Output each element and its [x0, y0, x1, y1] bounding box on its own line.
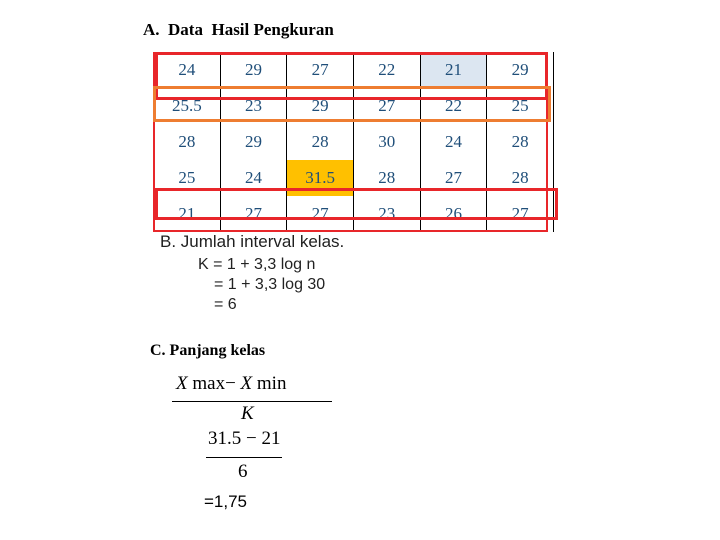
table-cell: 28 [487, 160, 554, 196]
section-b-line-2: = 1 + 3,3 log 30 [214, 276, 326, 293]
table-cell: 25 [487, 88, 554, 124]
table-cell: 25 [154, 160, 221, 196]
table-cell: 24 [220, 160, 287, 196]
section-b-line-1: K = 1 + 3,3 log n [198, 256, 316, 273]
section-b [160, 232, 346, 314]
formula-denominator: K [241, 403, 254, 424]
min-label: min [252, 373, 287, 394]
formula-numerator [176, 373, 286, 395]
section-a-title: A. Data Hasil Pengkuran [143, 20, 334, 39]
table-cell: 28 [487, 124, 554, 160]
section-b-line-3: = 6 [214, 296, 237, 313]
table-cell: 25.5 [154, 88, 221, 124]
table-cell: 28 [154, 124, 221, 160]
table-row [154, 88, 554, 124]
fraction-bar-substituted [206, 457, 282, 458]
table-row [154, 124, 554, 160]
table-cell: 21 [154, 196, 221, 232]
table-cell: 27 [487, 196, 554, 232]
table-cell-max: 31.5 [287, 160, 354, 196]
table-cell: 27 [353, 88, 420, 124]
table-cell: 27 [420, 160, 487, 196]
table-cell: 23 [353, 196, 420, 232]
table-cell-min: 21 [420, 52, 487, 88]
table-cell: 24 [420, 124, 487, 160]
table-cell: 28 [353, 160, 420, 196]
table-cell: 29 [487, 52, 554, 88]
x-max-symbol: X [176, 373, 188, 394]
result-value: =1,75 [204, 492, 248, 511]
section-c-title: C. Panjang kelas [150, 342, 266, 359]
table-row [154, 196, 554, 232]
table-cell: 27 [287, 196, 354, 232]
measurement-table [153, 52, 554, 232]
x-min-symbol: X [240, 373, 253, 394]
table-cell: 27 [287, 52, 354, 88]
table-row [154, 160, 554, 196]
table-cell: 30 [353, 124, 420, 160]
table-cell: 29 [220, 124, 287, 160]
table-cell: 27 [220, 196, 287, 232]
table-cell: 26 [420, 196, 487, 232]
table-cell: 28 [287, 124, 354, 160]
substituted-denominator: 6 [238, 461, 248, 482]
table-row [154, 52, 554, 88]
substituted-numerator: 31.5 − 21 [208, 428, 281, 449]
table-cell: 29 [287, 88, 354, 124]
fraction-bar-general [172, 401, 332, 402]
section-b-title: B. Jumlah interval kelas. [160, 232, 345, 251]
table-cell: 22 [420, 88, 487, 124]
table-cell: 29 [220, 52, 287, 88]
table-cell: 24 [154, 52, 221, 88]
table-cell: 23 [220, 88, 287, 124]
minus-sign: − [225, 373, 241, 394]
table-cell: 22 [353, 52, 420, 88]
max-label: max [187, 373, 226, 394]
